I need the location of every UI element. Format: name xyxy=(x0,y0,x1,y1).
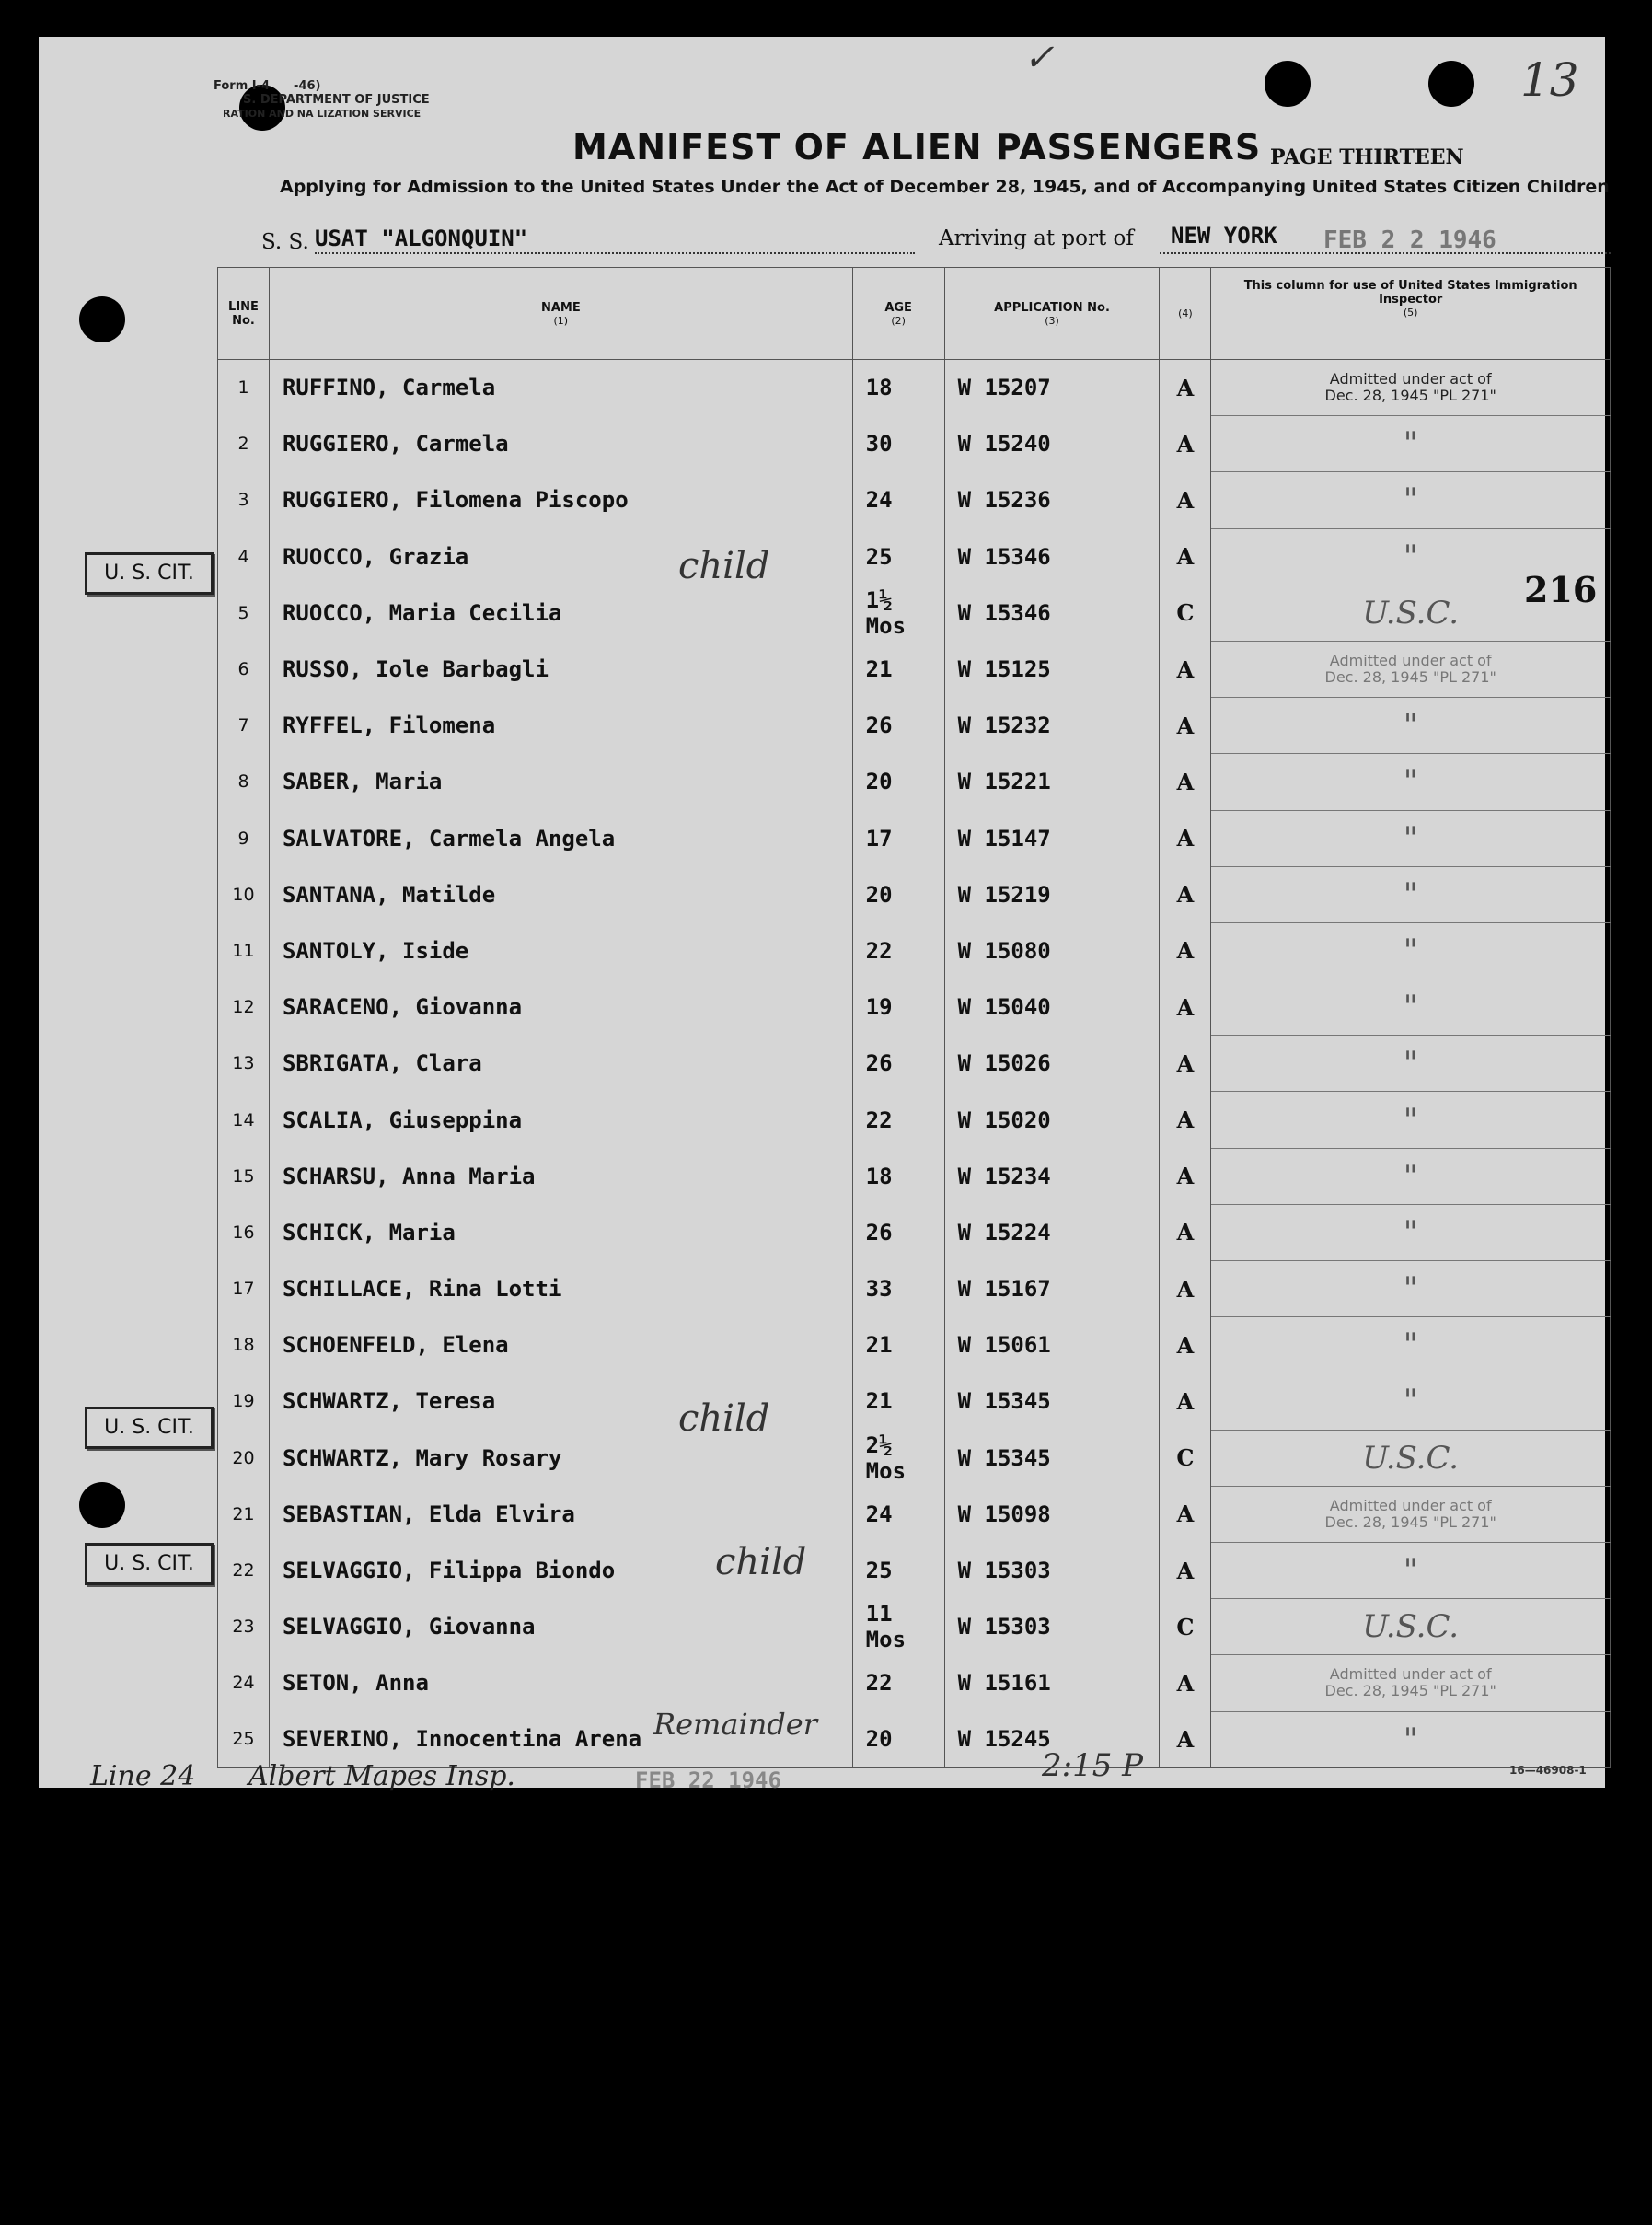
table-row xyxy=(218,1373,1611,1430)
header-inspector-num: (5) xyxy=(1403,307,1418,319)
row-inspector-remark xyxy=(1211,1599,1611,1655)
row-application-number: W 15020 xyxy=(944,1092,1160,1148)
row-age: 21 xyxy=(852,1373,944,1430)
row-application-number: W 15207 xyxy=(944,360,1160,416)
form-number: Form I-4 xyxy=(214,79,271,93)
manifest-sheet xyxy=(39,37,1610,1793)
remark-text: " xyxy=(1403,1383,1418,1420)
row-line-number: 21 xyxy=(218,1486,270,1542)
table-row xyxy=(218,754,1611,810)
remark-text: " xyxy=(1403,425,1418,463)
row-age: 21 xyxy=(852,641,944,697)
table-row xyxy=(218,1486,1611,1542)
row-age: 11 Mos xyxy=(852,1599,944,1655)
us-cit-badge: U. S. CIT. xyxy=(85,1543,214,1585)
row-line-number: 14 xyxy=(218,1092,270,1148)
row-inspector-remark xyxy=(1211,1148,1611,1204)
row-application-number: W 15303 xyxy=(944,1542,1160,1598)
table-row xyxy=(218,922,1611,979)
row-inspector-remark xyxy=(1211,1655,1611,1711)
row-class: A xyxy=(1160,1486,1211,1542)
row-age: 26 xyxy=(852,1204,944,1260)
row-application-number: W 15167 xyxy=(944,1261,1160,1317)
header-col4 xyxy=(1160,268,1211,360)
row-age: 20 xyxy=(852,866,944,922)
table-row xyxy=(218,1036,1611,1092)
table-row xyxy=(218,1317,1611,1373)
child-note: child xyxy=(678,545,770,587)
remark-line: Admitted under act of xyxy=(1329,652,1492,670)
remark-line: Dec. 28, 1945 "PL 271" xyxy=(1324,1512,1496,1531)
header-app-label: APPLICATION No. xyxy=(994,300,1110,315)
table-row xyxy=(218,360,1611,416)
row-name: SALVATORE, Carmela Angela xyxy=(269,810,852,866)
row-line-number: 1 xyxy=(218,360,270,416)
table-row xyxy=(218,1092,1611,1148)
row-name: RUGGIERO, Carmela xyxy=(269,416,852,472)
row-name: SCHWARTZ, Teresa xyxy=(269,1373,852,1430)
table-row xyxy=(218,416,1611,472)
table-row xyxy=(218,641,1611,697)
remark-text: " xyxy=(1403,1213,1418,1251)
table-row xyxy=(218,1148,1611,1204)
row-class: A xyxy=(1160,360,1211,416)
row-name: SCHICK, Maria xyxy=(269,1204,852,1260)
row-line-number: 5 xyxy=(218,585,270,641)
passenger-table xyxy=(217,267,1611,1768)
header-col4-num: (4) xyxy=(1178,307,1193,319)
row-age: 18 xyxy=(852,360,944,416)
row-inspector-remark xyxy=(1211,1542,1611,1598)
remark-text: " xyxy=(1403,989,1418,1026)
document-subtitle: Applying for Admission to the United States Under the Act of December 28, 1945, and of Accompanying United States Citizen Children xyxy=(280,177,1610,197)
remark-text: " xyxy=(1403,1270,1418,1308)
row-age: 17 xyxy=(852,810,944,866)
row-age: 22 xyxy=(852,1655,944,1711)
row-name: SANTANA, Matilde xyxy=(269,866,852,922)
row-line-number: 13 xyxy=(218,1036,270,1092)
row-line-number: 12 xyxy=(218,979,270,1036)
row-class: A xyxy=(1160,1655,1211,1711)
row-class: C xyxy=(1160,1430,1211,1486)
row-class: A xyxy=(1160,472,1211,528)
table-row xyxy=(218,1599,1611,1655)
footer-time: 2:15 P xyxy=(1042,1747,1144,1784)
row-age: 2½ Mos xyxy=(852,1430,944,1486)
header-line: LINE No. xyxy=(218,268,270,360)
row-age: 21 xyxy=(852,1317,944,1373)
header-name-label: NAME xyxy=(540,300,581,315)
header-app-num: (3) xyxy=(1045,314,1059,327)
row-inspector-remark xyxy=(1211,754,1611,810)
row-line-number: 8 xyxy=(218,754,270,810)
footer-line-note: Line 24 xyxy=(90,1760,196,1792)
row-line-number: 25 xyxy=(218,1711,270,1767)
table-row xyxy=(218,1711,1611,1767)
remark-text: " xyxy=(1403,707,1418,745)
row-class: C xyxy=(1160,1599,1211,1655)
row-name: RUFFINO, Carmela xyxy=(269,360,852,416)
table-row xyxy=(218,1261,1611,1317)
child-note: child xyxy=(678,1397,770,1440)
punch-hole xyxy=(79,1482,125,1528)
table-row xyxy=(218,698,1611,754)
row-application-number: W 15040 xyxy=(944,979,1160,1036)
service: RATION AND NA LIZATION SERVICE xyxy=(223,108,422,120)
row-line-number: 16 xyxy=(218,1204,270,1260)
row-application-number: W 15346 xyxy=(944,585,1160,641)
row-age: 26 xyxy=(852,1036,944,1092)
row-line-number: 17 xyxy=(218,1261,270,1317)
row-application-number: W 15161 xyxy=(944,1655,1160,1711)
us-cit-badge: U. S. CIT. xyxy=(85,1407,214,1449)
passenger-count: 216 xyxy=(1524,569,1598,610)
row-class: A xyxy=(1160,1373,1211,1430)
remark-line: Dec. 28, 1945 "PL 271" xyxy=(1324,387,1496,405)
row-class: A xyxy=(1160,528,1211,585)
document-title: MANIFEST OF ALIEN PASSENGERS xyxy=(572,127,1262,168)
remark-line: Dec. 28, 1945 "PL 271" xyxy=(1324,1682,1496,1700)
ship-prefix: S. S. xyxy=(261,230,309,254)
row-age: 26 xyxy=(852,698,944,754)
row-name: SCHARSU, Anna Maria xyxy=(269,1148,852,1204)
row-age: 24 xyxy=(852,1486,944,1542)
row-inspector-remark xyxy=(1211,1373,1611,1430)
row-application-number: W 15345 xyxy=(944,1430,1160,1486)
remark-line: Admitted under act of xyxy=(1329,370,1492,388)
row-inspector-remark xyxy=(1211,1261,1611,1317)
child-note: child xyxy=(715,1541,807,1583)
row-class: A xyxy=(1160,641,1211,697)
remark-line: Admitted under act of xyxy=(1329,1496,1492,1514)
row-name: SELVAGGIO, Giovanna xyxy=(269,1599,852,1655)
remark-text: " xyxy=(1403,1045,1418,1083)
table-row xyxy=(218,585,1611,641)
remark-text: " xyxy=(1403,1101,1418,1139)
row-inspector-remark xyxy=(1211,472,1611,528)
row-age: 1½ Mos xyxy=(852,585,944,641)
row-inspector-remark xyxy=(1211,1204,1611,1260)
row-class: A xyxy=(1160,1148,1211,1204)
row-name: SEBASTIAN, Elda Elvira xyxy=(269,1486,852,1542)
row-age: 25 xyxy=(852,1542,944,1598)
remainder-note: Remainder xyxy=(653,1707,818,1742)
punch-hole xyxy=(79,296,125,342)
row-application-number: W 15240 xyxy=(944,416,1160,472)
inspector-signature: Albert Mapes Insp. xyxy=(248,1760,515,1792)
form-number-suffix: -46) xyxy=(294,79,321,93)
row-name: SEVERINO, Innocentina Arena xyxy=(269,1711,852,1767)
remark-text: " xyxy=(1403,1721,1418,1758)
us-cit-badge: U. S. CIT. xyxy=(85,552,214,595)
row-line-number: 20 xyxy=(218,1430,270,1486)
row-class: A xyxy=(1160,1092,1211,1148)
row-inspector-remark xyxy=(1211,1430,1611,1486)
remark-text: U.S.C. xyxy=(1362,1439,1460,1477)
row-line-number: 24 xyxy=(218,1655,270,1711)
row-application-number: W 15061 xyxy=(944,1317,1160,1373)
row-age: 24 xyxy=(852,472,944,528)
passenger-rows xyxy=(218,360,1611,1768)
row-line-number: 6 xyxy=(218,641,270,697)
row-name: RUGGIERO, Filomena Piscopo xyxy=(269,472,852,528)
row-line-number: 23 xyxy=(218,1599,270,1655)
row-inspector-remark xyxy=(1211,1317,1611,1373)
arriving-label: Arriving at port of xyxy=(939,226,1134,250)
row-class: A xyxy=(1160,1542,1211,1598)
remark-line: Admitted under act of xyxy=(1329,1665,1492,1684)
form-identifier xyxy=(214,79,430,121)
punch-hole xyxy=(1265,61,1311,107)
row-name: RUSSO, Iole Barbagli xyxy=(269,641,852,697)
page-label: PAGE THIRTEEN xyxy=(1270,145,1464,169)
row-age: 18 xyxy=(852,1148,944,1204)
row-name: RYFFEL, Filomena xyxy=(269,698,852,754)
row-application-number: W 15026 xyxy=(944,1036,1160,1092)
row-name: SELVAGGIO, Filippa Biondo xyxy=(269,1542,852,1598)
row-application-number: W 15221 xyxy=(944,754,1160,810)
row-inspector-remark xyxy=(1211,922,1611,979)
row-class: C xyxy=(1160,585,1211,641)
row-line-number: 10 xyxy=(218,866,270,922)
remark-line: Dec. 28, 1945 "PL 271" xyxy=(1324,668,1496,687)
row-age: 25 xyxy=(852,528,944,585)
row-class: A xyxy=(1160,1036,1211,1092)
page-number-handwritten: 13 xyxy=(1520,53,1579,107)
row-application-number: W 15303 xyxy=(944,1599,1160,1655)
row-inspector-remark xyxy=(1211,641,1611,697)
row-name: SETON, Anna xyxy=(269,1655,852,1711)
row-inspector-remark xyxy=(1211,1092,1611,1148)
row-line-number: 22 xyxy=(218,1542,270,1598)
row-line-number: 9 xyxy=(218,810,270,866)
row-inspector-remark xyxy=(1211,1486,1611,1542)
row-class: A xyxy=(1160,979,1211,1036)
header-inspector xyxy=(1211,268,1611,360)
header-name-num: (1) xyxy=(553,314,569,327)
row-age: 20 xyxy=(852,754,944,810)
table-row xyxy=(218,979,1611,1036)
row-application-number: W 15345 xyxy=(944,1373,1160,1430)
remark-text: " xyxy=(1403,481,1418,519)
ship-name-line xyxy=(315,252,915,254)
remark-text: " xyxy=(1403,932,1418,969)
row-application-number: W 15236 xyxy=(944,472,1160,528)
table-row xyxy=(218,866,1611,922)
row-name: SCHILLACE, Rina Lotti xyxy=(269,1261,852,1317)
row-line-number: 19 xyxy=(218,1373,270,1430)
row-line-number: 3 xyxy=(218,472,270,528)
row-age: 33 xyxy=(852,1261,944,1317)
remark-text: " xyxy=(1403,875,1418,913)
table-row xyxy=(218,1204,1611,1260)
row-age: 22 xyxy=(852,922,944,979)
row-age: 30 xyxy=(852,416,944,472)
form-code: 16—46908-1 xyxy=(1509,1764,1587,1777)
row-application-number: W 15245 xyxy=(944,1711,1160,1767)
row-inspector-remark xyxy=(1211,416,1611,472)
row-class: A xyxy=(1160,810,1211,866)
table-row xyxy=(218,810,1611,866)
date-stamp: FEB 2 2 1946 xyxy=(1323,226,1496,254)
port-name: NEW YORK xyxy=(1171,223,1277,249)
row-class: A xyxy=(1160,922,1211,979)
row-application-number: W 15147 xyxy=(944,810,1160,866)
row-class: A xyxy=(1160,1317,1211,1373)
row-name: SBRIGATA, Clara xyxy=(269,1036,852,1092)
header-age-num: (2) xyxy=(891,314,906,327)
remark-text: " xyxy=(1403,1157,1418,1195)
row-class: A xyxy=(1160,1261,1211,1317)
table-row xyxy=(218,1542,1611,1598)
table-row xyxy=(218,528,1611,585)
row-name: SCHWARTZ, Mary Rosary xyxy=(269,1430,852,1486)
header-age xyxy=(852,268,944,360)
row-class: A xyxy=(1160,866,1211,922)
row-application-number: W 15346 xyxy=(944,528,1160,585)
row-age: 20 xyxy=(852,1711,944,1767)
row-line-number: 11 xyxy=(218,922,270,979)
row-application-number: W 15219 xyxy=(944,866,1160,922)
row-name: SARACENO, Giovanna xyxy=(269,979,852,1036)
remark-text: " xyxy=(1403,1327,1418,1364)
footer-date-stamp: FEB 22 1946 xyxy=(635,1767,781,1793)
remark-text: " xyxy=(1403,763,1418,801)
row-application-number: W 15234 xyxy=(944,1148,1160,1204)
row-name: RUOCCO, Grazia xyxy=(269,528,852,585)
row-age: 19 xyxy=(852,979,944,1036)
row-line-number: 18 xyxy=(218,1317,270,1373)
row-inspector-remark xyxy=(1211,698,1611,754)
table-row xyxy=(218,1655,1611,1711)
header-age-label: AGE xyxy=(884,300,912,315)
remark-text: " xyxy=(1403,1552,1418,1590)
row-application-number: W 15080 xyxy=(944,922,1160,979)
row-name: SCHOENFELD, Elena xyxy=(269,1317,852,1373)
remark-text: U.S.C. xyxy=(1362,594,1460,632)
table-row xyxy=(218,472,1611,528)
row-class: A xyxy=(1160,416,1211,472)
row-application-number: W 15125 xyxy=(944,641,1160,697)
row-line-number: 7 xyxy=(218,698,270,754)
top-check-mark: ✓ xyxy=(1023,37,1055,79)
punch-hole xyxy=(1428,61,1474,107)
department: S. DEPARTMENT OF JUSTICE xyxy=(243,93,430,107)
table-row xyxy=(218,1430,1611,1486)
remark-text: " xyxy=(1403,538,1418,575)
row-inspector-remark xyxy=(1211,866,1611,922)
row-inspector-remark xyxy=(1211,1711,1611,1767)
row-class: A xyxy=(1160,698,1211,754)
row-class: A xyxy=(1160,754,1211,810)
row-name: SABER, Maria xyxy=(269,754,852,810)
row-inspector-remark xyxy=(1211,360,1611,416)
row-age: 22 xyxy=(852,1092,944,1148)
row-name: SANTOLY, Iside xyxy=(269,922,852,979)
row-application-number: W 15232 xyxy=(944,698,1160,754)
row-inspector-remark xyxy=(1211,979,1611,1036)
header-application xyxy=(944,268,1160,360)
ship-name: USAT "ALGONQUIN" xyxy=(315,226,528,251)
row-line-number: 4 xyxy=(218,528,270,585)
row-line-number: 2 xyxy=(218,416,270,472)
row-name: SCALIA, Giuseppina xyxy=(269,1092,852,1148)
row-class: A xyxy=(1160,1204,1211,1260)
row-inspector-remark xyxy=(1211,1036,1611,1092)
row-application-number: W 15224 xyxy=(944,1204,1160,1260)
row-line-number: 15 xyxy=(218,1148,270,1204)
remark-text: U.S.C. xyxy=(1362,1608,1460,1646)
row-inspector-remark xyxy=(1211,810,1611,866)
header-name xyxy=(269,268,852,360)
remark-text: " xyxy=(1403,819,1418,857)
row-name: RUOCCO, Maria Cecilia xyxy=(269,585,852,641)
row-application-number: W 15098 xyxy=(944,1486,1160,1542)
header-inspector-label: This column for use of United States Immigration Inspector xyxy=(1243,279,1577,307)
row-class: A xyxy=(1160,1711,1211,1767)
